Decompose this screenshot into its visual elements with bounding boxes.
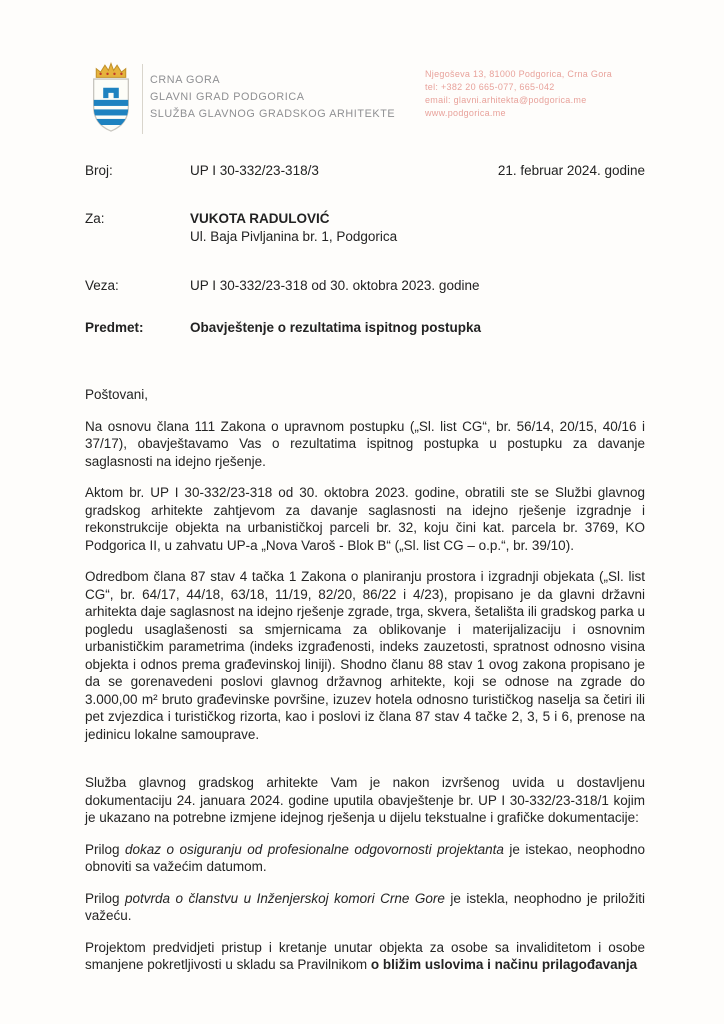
letter-body: [85, 386, 645, 974]
contact-phone: tel: +382 20 665-077, 665-042: [425, 82, 555, 92]
subject-row: [85, 319, 645, 337]
reference-number-row: [85, 162, 645, 180]
recipient-name: VUKOTA RADULOVIĆ: [190, 211, 330, 226]
p5-prefix: Prilog: [85, 841, 126, 857]
p5-attachment-title: dokaz o osiguranju od profesionalne odgovornosti projektanta: [125, 841, 504, 857]
veza-label: Veza:: [85, 278, 119, 293]
reference-link-row: [85, 277, 645, 295]
letterhead-divider: [142, 64, 143, 134]
za-label: Za:: [85, 211, 105, 226]
paragraph-law-provisions: Odredbom člana 87 stav 4 tačka 1 Zakona o planiranju prostora i izgradnji objekata („Sl. list CG“, br. 64/17, 44/18, 63/18, 11/19, 82/20, 86/22 i 4/23), propisano je da glavni državni arhitekta daje saglasnost na idejno rješenje zgrade, trga, skvera, šetališta ili gradskog parka u pogledu usaglašenosti sa smjernicama za oblikovanje i materijalizaciju i osnovnim urbanističkim parametrima (indeks izgrađenosti, indeks zauzetosti, spratnost odnosno visina objekta i odnos prema građevinskoj liniji). Shodno članu 88 stav 1 ovog zakona propisano je da se gorenavedeni poslovi glavnog državnog arhitekte, koji se odnose na zgrade do 3.000,00 m² bruto građevinske površine, izuzev hotela odnosno turističkog naselja sa četiri ili pet zvjezdica i turističkog rizorta, kao i poslovi iz člana 87 stav 4 tačke 2, 3, 5 i 6, prenose na jedinicu lokalne samouprave.: [85, 569, 645, 742]
organization-name-block: [150, 72, 395, 123]
org-line-department: SLUŽBA GLAVNOG GRADSKOG ARHITEKTE: [150, 108, 396, 120]
contact-website: www.podgorica.me: [425, 108, 506, 118]
p7-rulebook-title: o bližim uslovima i načinu prilagođavanja: [370, 957, 638, 972]
salutation: Poštovani,: [85, 387, 149, 402]
paragraph-accessibility-requirement: [85, 939, 645, 974]
veza-value: UP I 30-332/23-318 od 30. oktobra 2023. godine: [190, 278, 480, 293]
paragraph-previous-notice: Služba glavnog gradskog arhitekte Vam je nakon izvršenog uvida u dostavljenu dokumentaciju 24. januara 2024. godine uputila obavještenje br. UP I 30-332/23-318/1 kojim je ukazano na potrebne izmjene idejnog rješenja u dijelu tekstualne i grafičke dokumentacije:: [85, 775, 645, 825]
recipient-row: [85, 210, 645, 245]
recipient-address: Ul. Baja Pivljanina br. 1, Podgorica: [190, 228, 398, 244]
p5-suffix: je istekao, neophodno obnoviti sa važećim datumom.: [85, 841, 646, 874]
contact-address: Njegoševa 13, 81000 Podgorica, Crna Gora: [425, 69, 613, 79]
contact-email: email: glavni.arhitekta@podgorica.me: [425, 95, 587, 105]
p6-prefix: Prilog: [85, 890, 126, 906]
broj-value: UP I 30-332/23-318/3: [190, 163, 319, 178]
paragraph-request-description: Aktom br. UP I 30-332/23-318 od 30. oktobra 2023. godine, obratili ste se Službi glavnog gradskog arhitekte zahtjevom za davanje saglasnosti na idejno rješenje izgradnje i rekonstrukcije objekta na urbanističkoj parceli br. 32, koju čini kat. parcela br. 3769, KO Podgorica II, u zahvatu UP-a „Nova Varoš - Blok B“ („Sl. list CG – o.p.“, br. 39/10).: [85, 485, 645, 553]
paragraph-chamber-attachment: [85, 890, 645, 925]
contact-info-block: [425, 68, 612, 120]
broj-label: Broj:: [85, 163, 113, 178]
paragraph-legal-basis: Na osnovu člana 111 Zakona o upravnom postupku („Sl. list CG“, br. 56/14, 20/15, 40/16 i 37/17), obavještavamo Vas o rezultatima ispitnog postupka u postupku za davanje saglasnosti na idejno rješenje.: [85, 418, 645, 469]
paragraph-insurance-attachment: [85, 841, 645, 876]
letter-date: 21. februar 2024. godine: [497, 163, 645, 178]
predmet-label: Predmet:: [85, 320, 144, 335]
p6-suffix: je istekla, neophodno je priložiti važeću.: [85, 890, 645, 923]
subject-text: Obavještenje o rezultatima ispitnog postupka: [190, 320, 482, 335]
letterhead: [85, 60, 669, 140]
podgorica-coat-of-arms-icon: [85, 60, 137, 138]
org-line-country: CRNA GORA: [150, 74, 221, 86]
org-line-city: GLAVNI GRAD PODGORICA: [150, 91, 305, 103]
p6-attachment-title: potvrda o članstvu u Inženjerskoj komori Crne Gore: [125, 890, 445, 906]
p7-prefix: Projektom predvidjeti pristup i kretanje unutar objekta za osobe sa invaliditetom i osobe smanjene pokretljivosti u skladu sa Pravilnikom: [85, 939, 645, 972]
